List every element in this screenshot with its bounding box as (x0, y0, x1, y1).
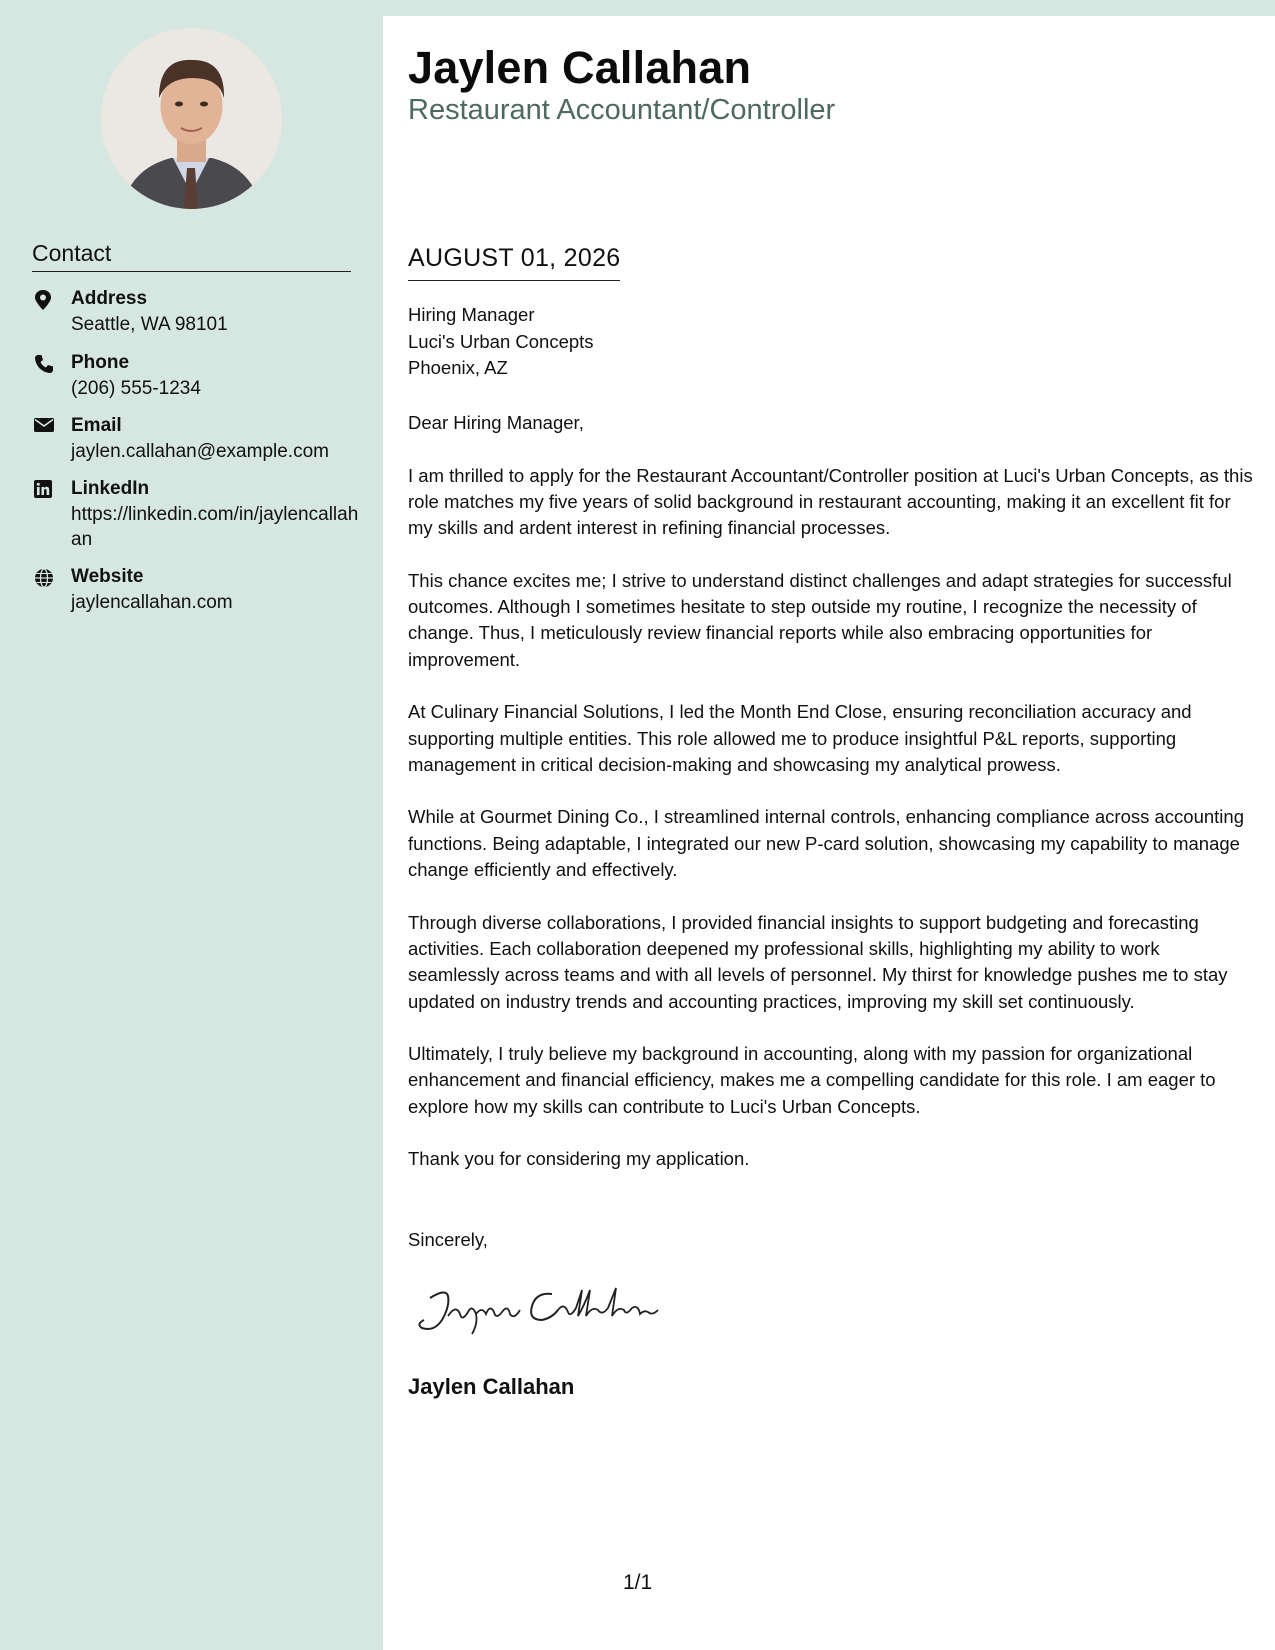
address-value: Seattle, WA 98101 (71, 314, 228, 335)
letter-content (408, 410, 1253, 1199)
letter-date: AUGUST 01, 2026 (408, 244, 620, 281)
profile-photo (101, 28, 282, 209)
applicant-name: Jaylen Callahan (408, 42, 752, 93)
linkedin-label: LinkedIn (71, 478, 150, 499)
recipient-line: Luci's Urban Concepts (408, 330, 594, 352)
phone-value: (206) 555-1234 (71, 378, 201, 399)
recipient-block (408, 302, 594, 382)
contact-heading: Contact (32, 240, 351, 272)
handwritten-signature (412, 1280, 672, 1340)
salutation: Dear Hiring Manager, (408, 412, 584, 433)
website-label: Website (71, 566, 144, 587)
closing: Sincerely, (408, 1229, 488, 1250)
address-label: Address (71, 288, 148, 309)
letter-paragraph: While at Gourmet Dining Co., I streamlined internal controls, enhancing compliance across accounting functions. Being adaptable, I integrated our new P-card solution, showcasing my capability to manage change efficiently and effectively. (408, 806, 1244, 881)
letter-paragraph: Ultimately, I truly believe my background in accounting, along with my passion for organizational enhancement and financial efficiency, makes me a compelling candidate for this role. I am eager to explore how my skills can contribute to Luci's Urban Concepts. (408, 1043, 1216, 1117)
envelope-icon (34, 417, 56, 439)
signer-name: Jaylen Callahan (408, 1374, 575, 1399)
letter-paragraph: This chance excites me; I strive to understand distinct challenges and adapt strategies for successful outcomes. Although I sometimes hesitate to step outside my routine, I recognize the necessity of change. Thus, I meticulously review financial reports while also embracing opportunities for improvement. (408, 569, 1232, 670)
phone-icon (34, 354, 56, 376)
email-value[interactable]: jaylen.callahan@example.com (71, 441, 329, 462)
website-value[interactable]: jaylencallahan.com (71, 592, 233, 613)
linkedin-icon (34, 480, 56, 502)
page-number: 1/1 (623, 1571, 653, 1594)
letter-paragraph: Thank you for considering my application. (408, 1148, 750, 1170)
letter-paragraph: At Culinary Financial Solutions, I led the Month End Close, ensuring reconciliation accuracy and supporting multiple entities. This role allowed me to produce insightful P&L reports, supporting management in critical decision-making and showcasing my analytical prowess. (408, 701, 1192, 775)
applicant-role: Restaurant Accountant/Controller (408, 94, 836, 126)
email-label: Email (71, 415, 122, 436)
linkedin-value[interactable]: https://linkedin.com/in/jaylencallahan (71, 504, 359, 550)
letter-paragraph: I am thrilled to apply for the Restaurant Accountant/Controller position at Luci's Urban Concepts, as this role matches my five years of solid background in restaurant accounting, making it an excellent fit for my skills and ardent interest in refining financial processes. (408, 464, 1253, 539)
letter-paragraph: Through diverse collaborations, I provided financial insights to support budgeting and forecasting activities. Each collaboration deepened my professional skills, highlighting my ability to work seamlessly across teams and with all levels of personnel. My thirst for knowledge pushes me to stay updated on industry trends and accounting practices, improving my skill set continuously. (408, 911, 1228, 1012)
phone-label: Phone (71, 352, 130, 373)
globe-icon (34, 568, 56, 590)
sidebar (0, 0, 383, 1650)
map-pin-icon (34, 290, 56, 312)
recipient-line: Hiring Manager (408, 304, 535, 325)
recipient-line: Phoenix, AZ (408, 357, 508, 378)
